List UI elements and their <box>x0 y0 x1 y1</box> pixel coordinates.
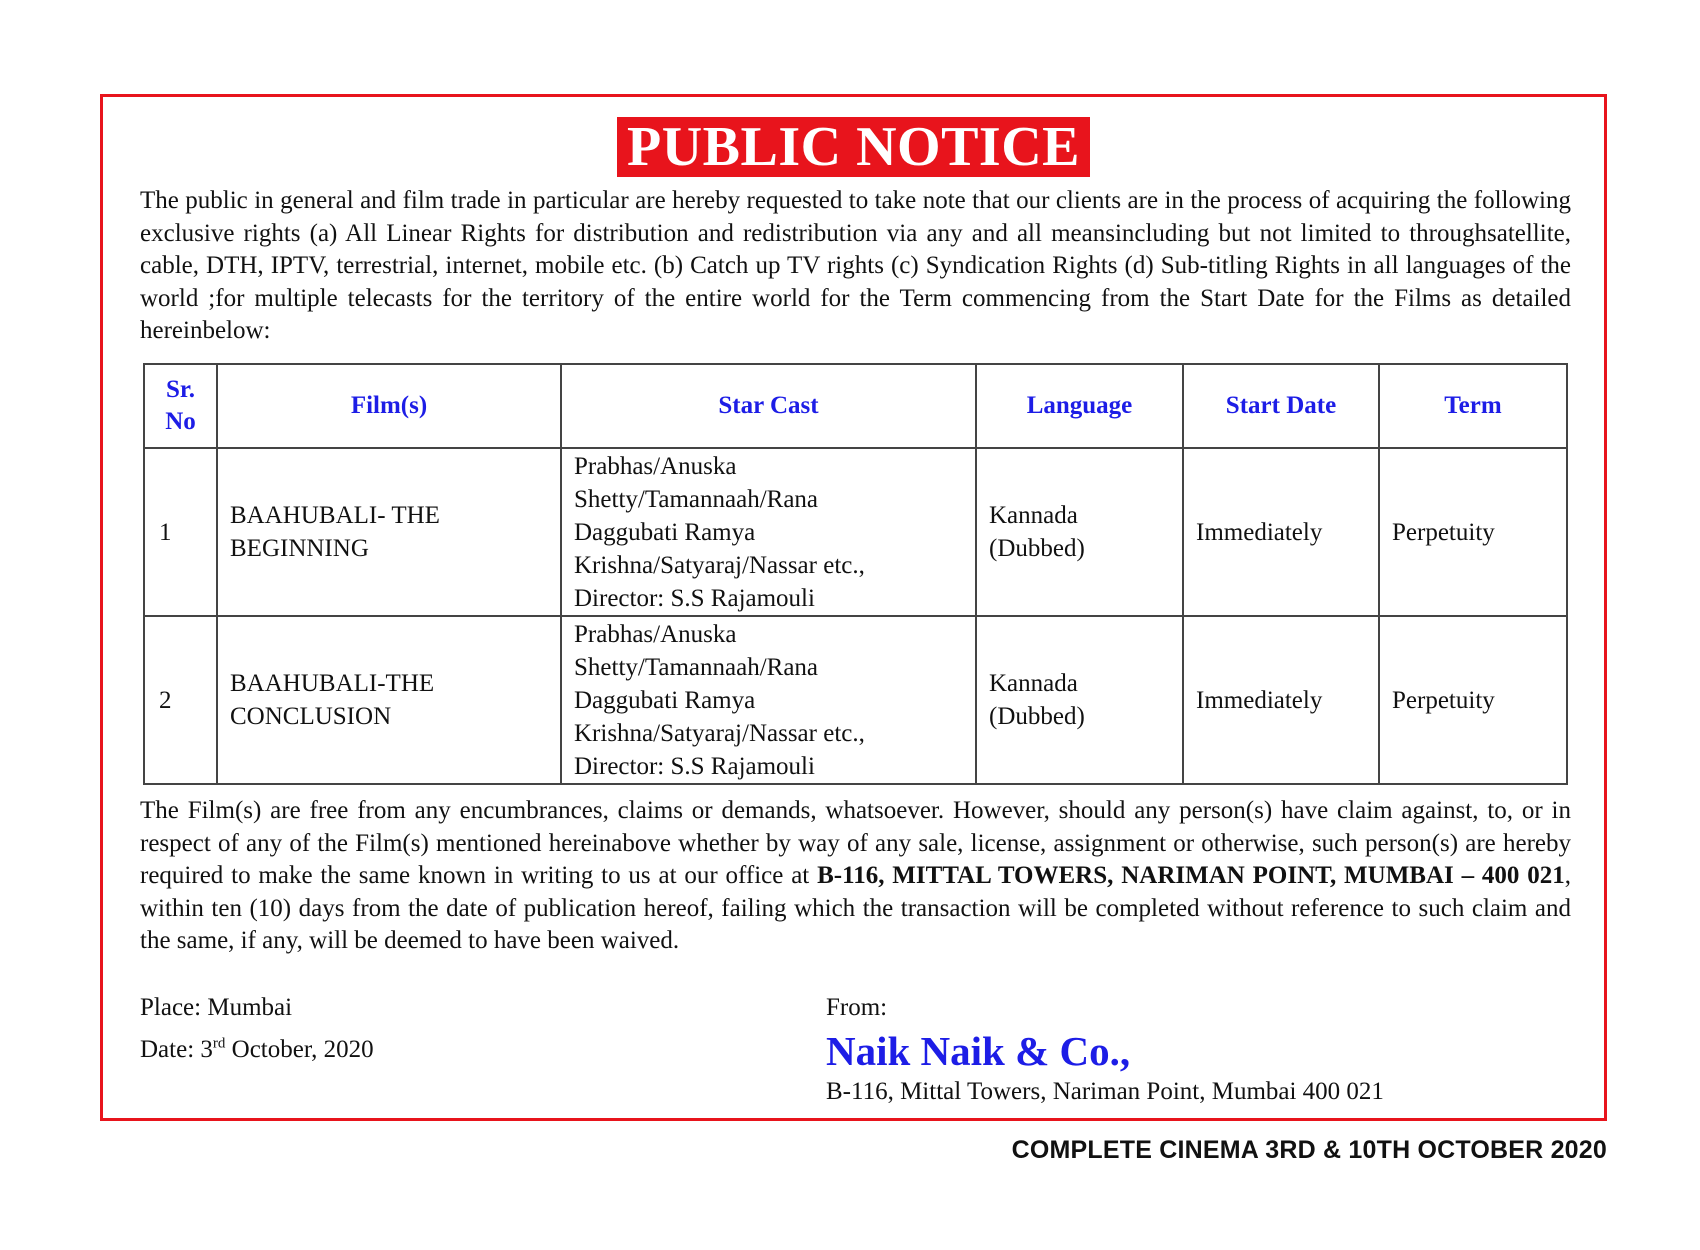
cell-term: Perpetuity <box>1379 448 1567 616</box>
cell-star-cast: Prabhas/Anuska Shetty/Tamannaah/Rana Daggubati Ramya Krishna/Satyaraj/Nassar etc., Director: S.S Rajamouli <box>561 448 976 616</box>
office-address-bold: B-116, MITTAL TOWERS, NARIMAN POINT, MUMBAI – 400 021 <box>817 862 1565 889</box>
publication-footer: COMPLETE CINEMA 3RD & 10TH OCTOBER 2020 <box>1011 1136 1607 1164</box>
table-row <box>144 448 1567 616</box>
date-prefix: Date: 3 <box>140 1036 213 1063</box>
cell-sr-no: 2 <box>144 616 217 784</box>
table-row <box>144 616 1567 784</box>
header-language: Language <box>976 364 1183 448</box>
date-line <box>140 1029 374 1071</box>
header-star-cast: Star Cast <box>561 364 976 448</box>
date-suffix: October, 2020 <box>225 1036 374 1063</box>
cell-language: Kannada (Dubbed) <box>976 448 1183 616</box>
place-date-block <box>140 987 374 1071</box>
table-header-row <box>144 364 1567 448</box>
header-films: Film(s) <box>217 364 561 448</box>
intro-paragraph: The public in general and film trade in particular are hereby requested to take note that our clients are in the process of acquiring the following exclusive rights (a) All Linear Rights for distribution and redistribution via any and all meansincluding but not limited to throughsatellite, cable, DTH, IPTV, terrestrial, internet, mobile etc. (b) Catch up TV rights (c) Syndication Rights (d) Sub-titling Rights in all languages of the world ;for multiple telecasts for the territory of the entire world for the Term commencing from the Start Date for the Films as detailed hereinbelow: <box>140 187 1571 344</box>
header-sr-no: Sr. No <box>144 364 217 448</box>
from-label: From: <box>826 994 888 1021</box>
place-line: Place: Mumbai <box>140 994 293 1021</box>
cell-start-date: Immediately <box>1183 616 1379 784</box>
firm-name: Naik Naik & Co., <box>826 1028 1131 1074</box>
cell-sr-no: 1 <box>144 448 217 616</box>
films-table <box>143 363 1568 785</box>
firm-address: B-116, Mittal Towers, Nariman Point, Mumbai 400 021 <box>826 1078 1384 1105</box>
notice-title: PUBLIC NOTICE <box>617 117 1090 177</box>
public-notice-box <box>100 94 1607 1121</box>
header-start-date: Start Date <box>1183 364 1379 448</box>
cell-film: BAAHUBALI-THE CONCLUSION <box>217 616 561 784</box>
date-ordinal: rd <box>212 1035 226 1052</box>
cell-star-cast: Prabhas/Anuska Shetty/Tamannaah/Rana Daggubati Ramya Krishna/Satyaraj/Nassar etc., Director: S.S Rajamouli <box>561 616 976 784</box>
from-block <box>826 987 1384 1111</box>
cell-film: BAAHUBALI- THE BEGINNING <box>217 448 561 616</box>
cell-language: Kannada (Dubbed) <box>976 616 1183 784</box>
closing-text-part2: , within ten (10) days from the date of publication hereof, failing which the transaction will be completed without reference to such claim and the same, if any, will be deemed to have been waived. <box>140 862 1571 954</box>
title-wrap <box>103 117 1604 177</box>
closing-paragraph <box>140 795 1571 958</box>
header-term: Term <box>1379 364 1567 448</box>
closing-text-part1: The Film(s) are free from any encumbrances, claims or demands, whatsoever. However, should any person(s) have claim against, to, or in respect of any of the Film(s) mentioned hereinabove whether by way of any sale, license, assignment or otherwise, such person(s) are hereby required to make the same known in writing to us at our office at <box>140 797 1571 889</box>
cell-term: Perpetuity <box>1379 616 1567 784</box>
cell-start-date: Immediately <box>1183 448 1379 616</box>
